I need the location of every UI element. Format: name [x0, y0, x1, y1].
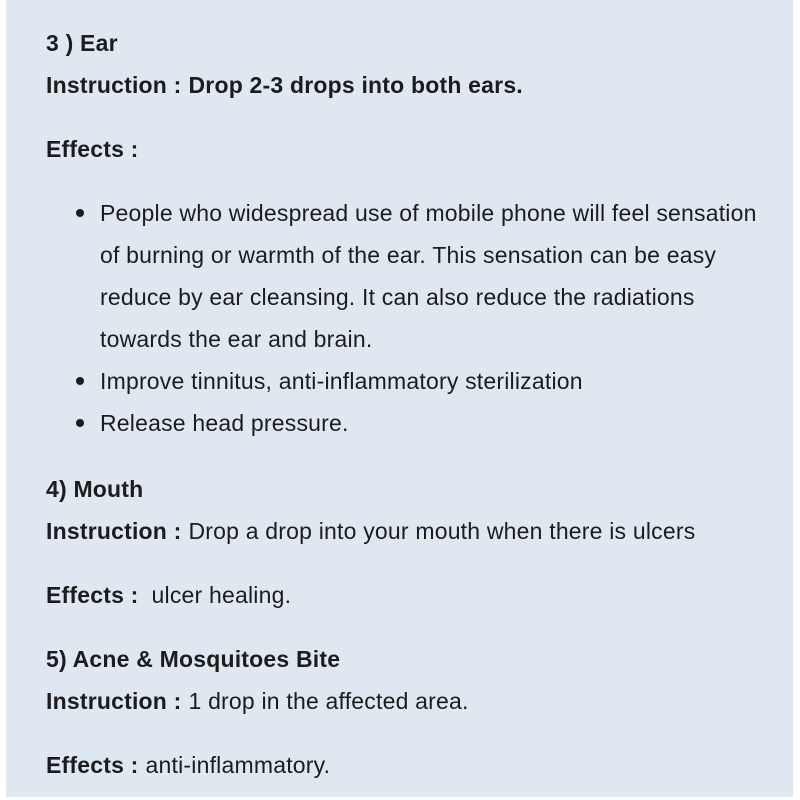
section-ear-effects-line	[46, 128, 793, 170]
section-acne-heading: 5) Acne & Mosquitoes Bite	[46, 646, 341, 672]
section-ear-heading: 3 ) Ear	[46, 30, 118, 56]
bullet-item	[46, 360, 793, 402]
bullet-item	[46, 402, 793, 444]
instruction-label: Instruction :	[46, 518, 182, 544]
effects-label: Effects :	[46, 136, 139, 162]
bullet-dot-icon	[76, 419, 84, 427]
section-acne-effects-line	[46, 744, 793, 786]
section-mouth-instruction-line	[46, 510, 793, 552]
bullet-text: Improve tinnitus, anti-inflammatory sterilization	[100, 368, 583, 394]
bullet-item	[46, 192, 793, 360]
instruction-text: Drop 2-3 drops into both ears.	[188, 72, 523, 98]
bullet-text: Release head pressure.	[100, 410, 349, 436]
section-mouth-effects-line	[46, 574, 793, 616]
section-acne	[46, 638, 793, 786]
bullet-text: People who widespread use of mobile phone will feel sensation of burning or warmth of the ear. This sensation can be easy reduce by ear cleansing. It can also reduce the radiations towards the ear and brain.	[100, 200, 757, 352]
bullet-dot-icon	[76, 209, 84, 217]
effects-text: ulcer healing.	[151, 582, 292, 608]
section-ear	[46, 22, 793, 444]
section-mouth	[46, 468, 793, 616]
instruction-label: Instruction :	[46, 688, 182, 714]
effects-label: Effects :	[46, 582, 139, 608]
instruction-text: 1 drop in the affected area.	[188, 688, 469, 714]
effects-bullet-list	[46, 192, 793, 444]
section-acne-instruction-line	[46, 680, 793, 722]
instruction-text: Drop a drop into your mouth when there is ulcers	[188, 518, 696, 544]
content-panel	[6, 0, 793, 797]
instruction-label: Instruction :	[46, 72, 182, 98]
effects-text: anti-inflammatory.	[145, 752, 331, 778]
section-mouth-heading: 4) Mouth	[46, 476, 144, 502]
section-ear-instruction-line	[46, 64, 793, 106]
effects-label: Effects :	[46, 752, 139, 778]
bullet-dot-icon	[76, 377, 84, 385]
